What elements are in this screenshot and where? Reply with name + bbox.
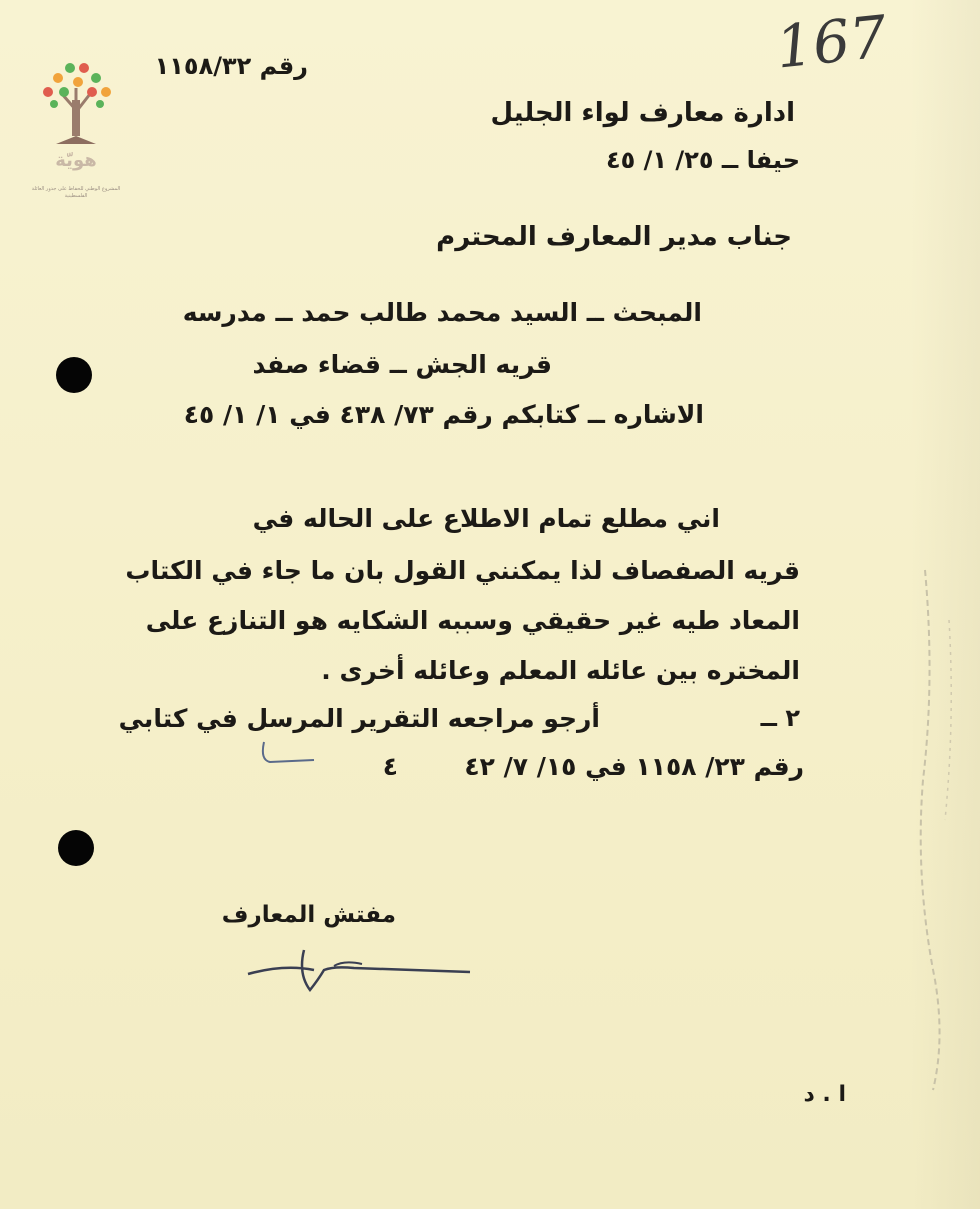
subject-line-1: المبحث ــ السيد محمد طالب حمد ــ مدرسه [182, 298, 702, 327]
point-2-reference: رقم ٢٣/ ١١٥٨ في ١٥/ ٧/ ٤٢ [464, 752, 804, 781]
addressee: جناب مدير المعارف المحترم [436, 222, 792, 252]
punch-hole-bottom [58, 830, 94, 866]
margin-marks-icon [905, 560, 965, 1100]
typist-initials: ا . د [803, 1082, 846, 1107]
point-2-text: أرجو مراجعه التقرير المرسل في كتابي [118, 704, 600, 733]
place-date: حيفا ــ ٢٥/ ١/ ٤٥ [606, 146, 800, 174]
point-2-number: ٢ ــ [760, 704, 800, 732]
body-line-1: اني مطلع تمام الاطلاع على الحاله في [252, 504, 720, 533]
archive-logo-name: هويّة [55, 150, 97, 171]
folio-number: 167 [772, 2, 890, 82]
handwritten-mark-icon [258, 738, 318, 768]
archive-logo-caption: المشروع الوطني للحفاظ على جذور العائلة الفلسطينية [31, 186, 121, 199]
office-name: ادارة معارف لواء الجليل [490, 98, 795, 128]
handwritten-signature-icon [244, 944, 474, 994]
point-2-mark: ٤ [382, 752, 398, 781]
body-line-4: المختره بين عائله المعلم وعائله أخرى . [321, 656, 800, 685]
punch-hole-top [56, 357, 92, 393]
signature-title: مفتش المعارف [221, 902, 396, 928]
reference-number: رقم ١١٥٨/٣٢ [154, 52, 308, 80]
subject-line-2: قريه الجش ــ قضاء صفد [252, 350, 552, 379]
body-line-3: المعاد طيه غير حقيقي وسببه الشكايه هو التنازع على [145, 606, 800, 635]
body-line-2: قريه الصفصاف لذا يمكنني القول بان ما جاء في الكتاب [125, 556, 800, 585]
archive-tree-logo-icon [38, 52, 116, 202]
subject-reference: الاشاره ــ كتابكم رقم ٧٣/ ٤٣٨ في ١/ ١/ ٤٥ [183, 400, 704, 429]
